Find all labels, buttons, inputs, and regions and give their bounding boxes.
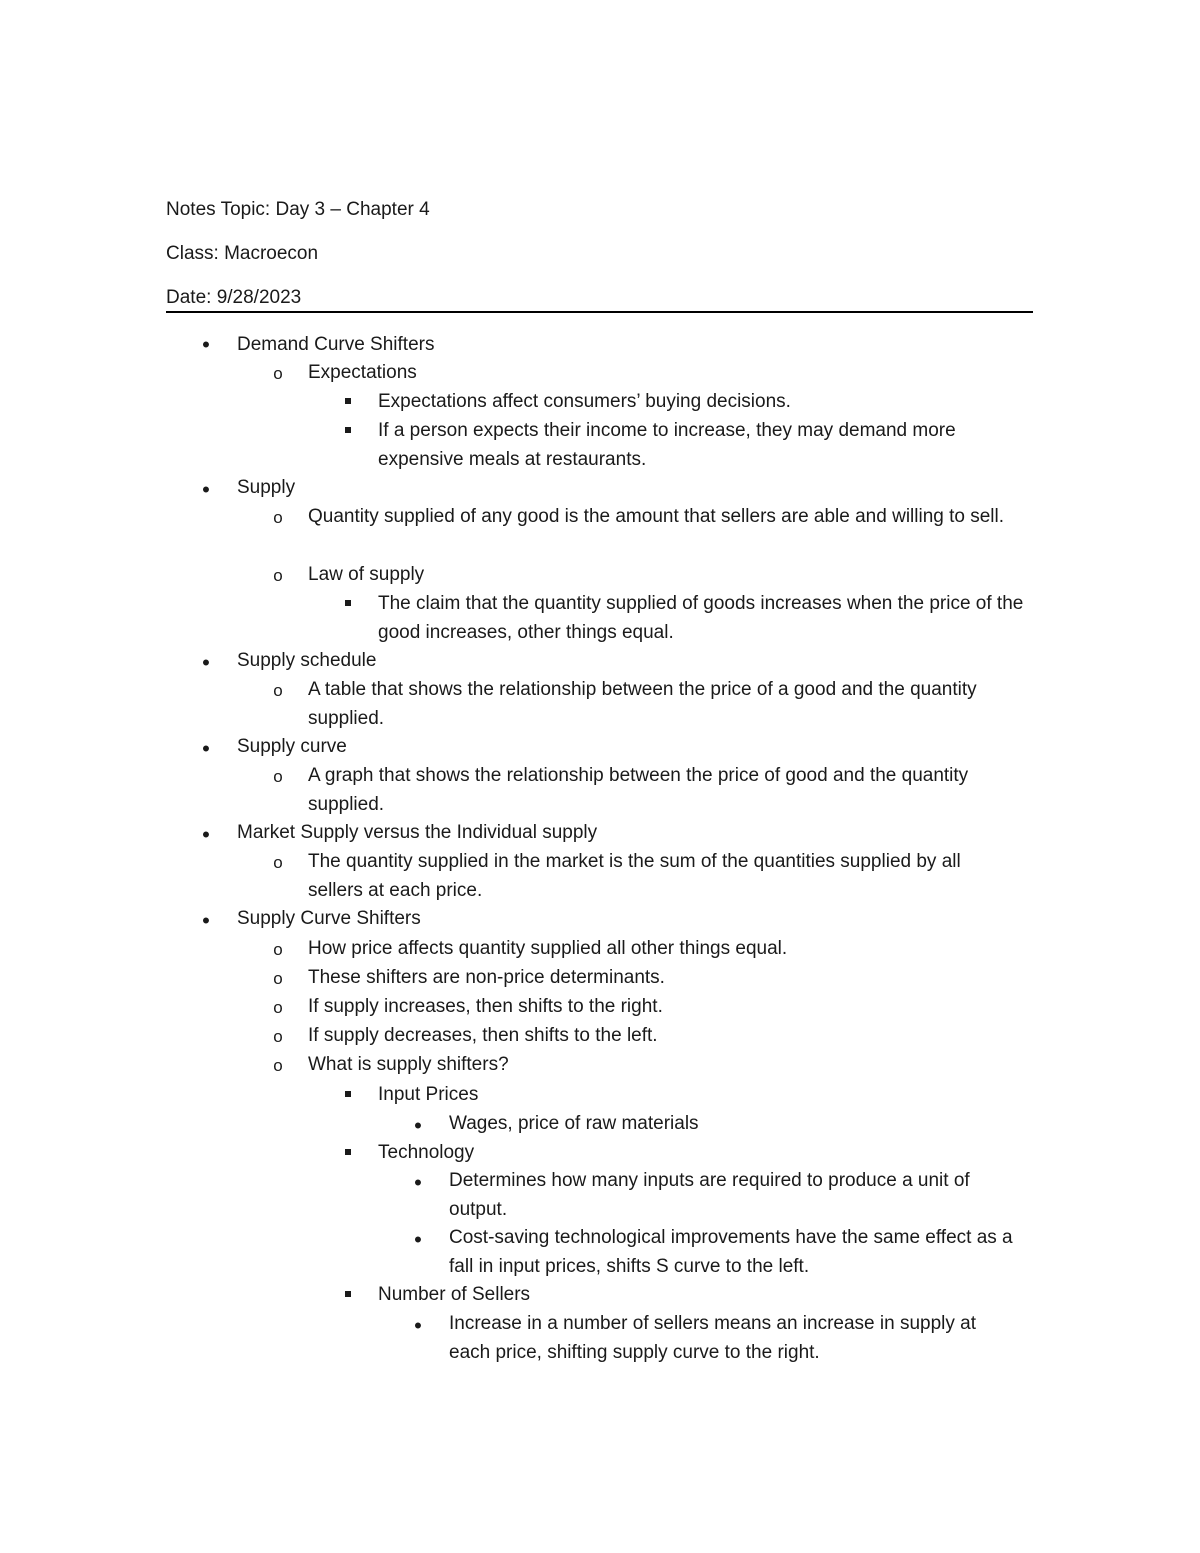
outline-item-shifters-point: These shifters are non-price determinants. (308, 967, 665, 988)
bullet-square-icon (338, 593, 358, 617)
bullet-circle-icon: o (273, 364, 283, 383)
bullet-disc-icon (196, 651, 216, 677)
bullet-disc-icon (408, 1171, 428, 1197)
bullet-circle-icon: o (273, 969, 283, 988)
outline-item-number-of-sellers-point: Increase in a number of sellers means an increase in supply at each price, shifting supply curve to the right. (449, 1313, 976, 1363)
outline-item-expectations-point: If a person expects their income to increase, they may demand more expensive meals at restaurants. (378, 420, 956, 470)
outline-item-shifters-point: What is supply shifters? (308, 1054, 509, 1075)
bullet-square-icon (338, 420, 358, 444)
outline-item-market-vs-individual: Market Supply versus the Individual supply (237, 822, 598, 843)
bullet-disc-icon (196, 909, 216, 935)
bullet-circle-icon: o (273, 508, 283, 527)
date-line: Date: 9/28/2023 (166, 287, 302, 308)
bullet-circle-icon: o (273, 940, 283, 959)
outline-item-technology-point: Cost-saving technological improvements have the same effect as a fall in input prices, shifts S curve to the left. (449, 1227, 1013, 1277)
outline-item-input-prices-point: Wages, price of raw materials (449, 1113, 699, 1134)
bullet-disc-icon (196, 478, 216, 504)
bullet-disc-icon (196, 823, 216, 849)
outline-item-law-of-supply-point: The claim that the quantity supplied of goods increases when the price of the good increases, other things equal. (378, 593, 1024, 643)
notes-topic: Notes Topic: Day 3 – Chapter 4 (166, 199, 430, 220)
bullet-circle-icon: o (273, 1027, 283, 1046)
outline-item-supply-curve: Supply curve (237, 736, 347, 757)
outline-item-supply-schedule: Supply schedule (237, 650, 377, 671)
bullet-disc-icon (196, 333, 216, 359)
outline-item-shifters-point: How price affects quantity supplied all other things equal. (308, 938, 788, 959)
bullet-disc-icon (408, 1114, 428, 1140)
bullet-circle-icon: o (273, 853, 283, 872)
outline-item-supply-curve-definition: A graph that shows the relationship between the price of good and the quantity supplied. (308, 765, 969, 815)
bullet-circle-icon: o (273, 767, 283, 786)
outline-item-expectations: Expectations (308, 362, 417, 383)
outline-item-expectations-point: Expectations affect consumers’ buying decisions. (378, 391, 791, 412)
outline-item-technology: Technology (378, 1142, 475, 1163)
outline-item-supply-schedule-definition: A table that shows the relationship between the price of a good and the quantity supplied. (308, 679, 977, 729)
outline-item-shifters-point: If supply increases, then shifts to the right. (308, 996, 663, 1017)
bullet-disc-icon (196, 737, 216, 763)
outline-item-demand-curve-shifters: Demand Curve Shifters (237, 334, 435, 355)
class-line: Class: Macroecon (166, 243, 319, 264)
bullet-square-icon (338, 391, 358, 415)
outline-item-shifters-point: If supply decreases, then shifts to the left. (308, 1025, 658, 1046)
bullet-circle-icon: o (273, 1056, 283, 1075)
outline-item-supply-definition: Quantity supplied of any good is the amount that sellers are able and willing to sell. (308, 506, 1005, 527)
outline-item-input-prices: Input Prices (378, 1084, 479, 1105)
bullet-square-icon (338, 1142, 358, 1166)
bullet-square-icon (338, 1284, 358, 1308)
header-divider (166, 311, 1033, 313)
outline-item-number-of-sellers: Number of Sellers (378, 1284, 531, 1305)
bullet-circle-icon: o (273, 998, 283, 1017)
bullet-circle-icon: o (273, 566, 283, 585)
bullet-circle-icon: o (273, 681, 283, 700)
outline-item-market-definition: The quantity supplied in the market is the sum of the quantities supplied by all sellers at each price. (308, 851, 961, 901)
outline-item-supply-curve-shifters: Supply Curve Shifters (237, 908, 421, 929)
bullet-disc-icon (408, 1314, 428, 1340)
bullet-disc-icon (408, 1228, 428, 1254)
bullet-square-icon (338, 1084, 358, 1108)
outline-item-law-of-supply: Law of supply (308, 564, 425, 585)
outline-item-technology-point: Determines how many inputs are required to produce a unit of output. (449, 1170, 970, 1220)
outline-item-supply: Supply (237, 477, 296, 498)
